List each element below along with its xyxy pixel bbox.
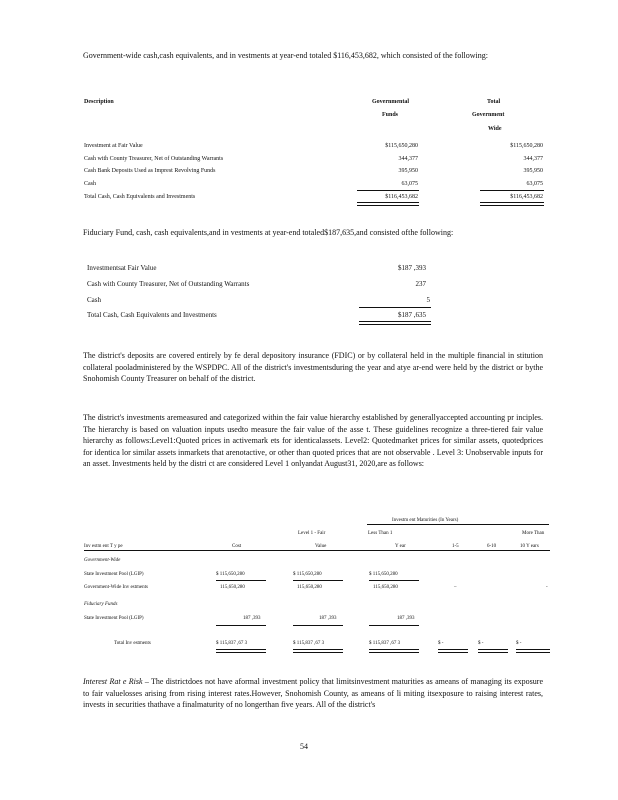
table-cell-value: $187 ,393 bbox=[398, 264, 426, 272]
table-total-value: $187 ,635 bbox=[398, 311, 426, 319]
row-rule bbox=[369, 625, 419, 626]
table-cell-value: 237 bbox=[415, 280, 426, 288]
header-rule bbox=[367, 524, 549, 525]
table-row-label: Cash bbox=[87, 296, 101, 304]
table-cell-less: $ 115,650,280 bbox=[369, 572, 398, 577]
header-year: Y ear bbox=[395, 544, 406, 549]
header-value: Value bbox=[315, 544, 327, 549]
total-double-rule bbox=[357, 202, 419, 206]
section-government-wide: Government-Wide bbox=[84, 558, 121, 563]
table-total-gov: $116,453,682 bbox=[385, 194, 418, 200]
header-10-years: 10 Y ears bbox=[520, 544, 539, 549]
table-cell-more: - bbox=[546, 585, 548, 590]
table-cell-gov: $115,650,280 bbox=[385, 143, 418, 149]
table-cell-fair: $ 115,650,280 bbox=[293, 572, 322, 577]
table-total-6-10: $ - bbox=[478, 641, 484, 646]
header-1-5: 1-5 bbox=[452, 544, 459, 549]
row-rule bbox=[293, 625, 343, 626]
table-row-label: Investment at Fair Value bbox=[84, 143, 143, 149]
subtotal-rule bbox=[359, 307, 431, 308]
table-cell-cost: 187 ,393 bbox=[243, 616, 261, 621]
header-investment-type: Inv estm ent T y pe bbox=[84, 544, 123, 549]
col-header-wide: Wide bbox=[488, 126, 502, 132]
table-total-total: $116,453,682 bbox=[510, 194, 543, 200]
total-double-rule bbox=[480, 202, 544, 206]
page-number: 54 bbox=[300, 742, 308, 751]
total-double-rule bbox=[216, 649, 266, 653]
table-total-more: $ - bbox=[516, 641, 522, 646]
table-cell-gov: 344,377 bbox=[398, 156, 418, 162]
table-cell-fair: 115,650,280 bbox=[297, 585, 322, 590]
col-header-funds: Funds bbox=[382, 112, 399, 118]
table-cell-value: 5 bbox=[426, 296, 430, 304]
table-cell-1-5: – bbox=[454, 585, 457, 590]
table-total-1-5: $ - bbox=[438, 641, 444, 646]
interest-rate-risk-paragraph bbox=[83, 676, 543, 711]
total-double-rule bbox=[293, 649, 343, 653]
table-cell-total: $115,650,280 bbox=[510, 143, 543, 149]
header-more-than: More Than bbox=[522, 531, 545, 536]
table-row-label: State Investment Pool (LGIP) bbox=[84, 616, 144, 621]
table-row-label: Investmentsat Fair Value bbox=[87, 264, 157, 272]
table-total-label: Total Inv estments bbox=[114, 641, 151, 646]
table-total-cost: $ 115,837 ,67 3 bbox=[216, 641, 248, 646]
col-header-government: Government bbox=[472, 112, 505, 118]
header-cost: Cost bbox=[232, 544, 242, 549]
table-cell-less: 187 ,393 bbox=[397, 616, 415, 621]
table-total-label: Total Cash, Cash Equivalents and Investments bbox=[87, 311, 217, 319]
fair-value-paragraph: The district's investments aremeasured and categorized within the fair value hierarchy established by generallyaccepted accounting pr inciples. The hierarchy is based on valuation inputs usedto measure the fair value of the asse t. These guidelines recognize a three-tiered fair value hierarchy as follows:Level1:Quoted prices in activemark ets for identicalassets. Level2: Quotedmarket prices for similar assets, quotedprices for identica lor similar assets inmarkets that arenotactive, or other than quoted prices that are not observable . Level 3: Unobservable inputs for an asset. Investments held by the distri ct are considered Level 1 onlyandat August31, 2020,are as follows: bbox=[83, 413, 543, 468]
intro-paragraph-government-wide: Government-wide cash,cash equivalents, and in vestments at year-end totaled $116,453,682, which consisted of the following: bbox=[83, 51, 488, 60]
section-fiduciary-funds: Fiduciary Funds bbox=[84, 602, 118, 607]
table-cell-less: 115,650,280 bbox=[373, 585, 398, 590]
col-header-governmental: Governmental bbox=[372, 99, 409, 105]
header-less-than: Less Than 1 bbox=[368, 531, 393, 536]
total-double-rule bbox=[438, 649, 468, 653]
col-header-total: Total bbox=[487, 99, 501, 105]
table-row-label: Cash with County Treasurer, Net of Outstanding Warrants bbox=[84, 156, 224, 162]
table-row-label: State Investment Pool (LGIP) bbox=[84, 572, 144, 577]
table-cell-total: 63,075 bbox=[526, 181, 543, 187]
header-bottom-rule bbox=[84, 550, 550, 551]
table-row-label: Cash with County Treasurer, Net of Outstanding Warrants bbox=[87, 280, 250, 288]
intro-paragraph-fiduciary: Fiduciary Fund, cash, cash equivalents,and in vestments at year-end totaled$187,635,and consisted ofthe following: bbox=[83, 228, 454, 237]
table-cell-gov: 395,950 bbox=[398, 168, 418, 174]
total-double-rule bbox=[359, 321, 431, 325]
row-rule bbox=[293, 580, 343, 581]
table-cell-gov: 63,075 bbox=[401, 181, 418, 187]
table-total-less: $ 115,837 ,67 3 bbox=[369, 641, 401, 646]
table-total-label: Total Cash, Cash Equivalents and Investments bbox=[84, 194, 196, 200]
subtotal-rule bbox=[357, 190, 419, 191]
table-total-fair: $ 115,837 ,67 3 bbox=[293, 641, 325, 646]
deposits-paragraph: The district's deposits are covered entirely by fe deral depository insurance (FDIC) or by collateral held in the multiple financial in stitution collateral pooladministered by the WSPDPC. All of the district's investmentsduring the year and atye ar-end were held by the district or bythe Snohomish County Treasurer on behalf of the district. bbox=[83, 351, 543, 383]
table-cell-total: 395,950 bbox=[523, 168, 543, 174]
row-rule bbox=[216, 580, 266, 581]
table-row-label: Cash bbox=[84, 181, 96, 187]
table-cell-cost: $ 115,650,280 bbox=[216, 572, 245, 577]
header-6-10: 6-10 bbox=[487, 544, 497, 549]
interest-rate-risk-text: – The districtdoes not have aformal investment policy that limitsinvestment maturities as ameans of managing its exposure to fair valuelosses arising from rising interest rates.However, Snohomish County, as ameans of li miting itsexposure to raising interest rates, invests in securities thathave a finalmaturity of no longerthan five years. All of the district's bbox=[83, 677, 543, 709]
row-rule bbox=[216, 625, 266, 626]
row-rule bbox=[369, 580, 419, 581]
header-maturities: Investm ent Maturities (In Years) bbox=[392, 518, 459, 523]
table-cell-fair: 187 ,393 bbox=[319, 616, 337, 621]
total-double-rule bbox=[478, 649, 508, 653]
total-double-rule bbox=[369, 649, 419, 653]
table-cell-cost: 115,650,280 bbox=[220, 585, 245, 590]
table-cell-total: 344,377 bbox=[523, 156, 543, 162]
total-double-rule bbox=[516, 649, 550, 653]
col-header-description: Description bbox=[84, 99, 114, 105]
table-row-label: Cash Bank Deposits Used as Imprest Revolving Funds bbox=[84, 168, 216, 174]
table-row-label: Government-Wide Inv estments bbox=[84, 585, 148, 590]
interest-rate-risk-heading: Interest Rat e Risk bbox=[83, 677, 143, 686]
header-level1: Level 1 - Fair bbox=[298, 531, 326, 536]
subtotal-rule bbox=[480, 190, 544, 191]
